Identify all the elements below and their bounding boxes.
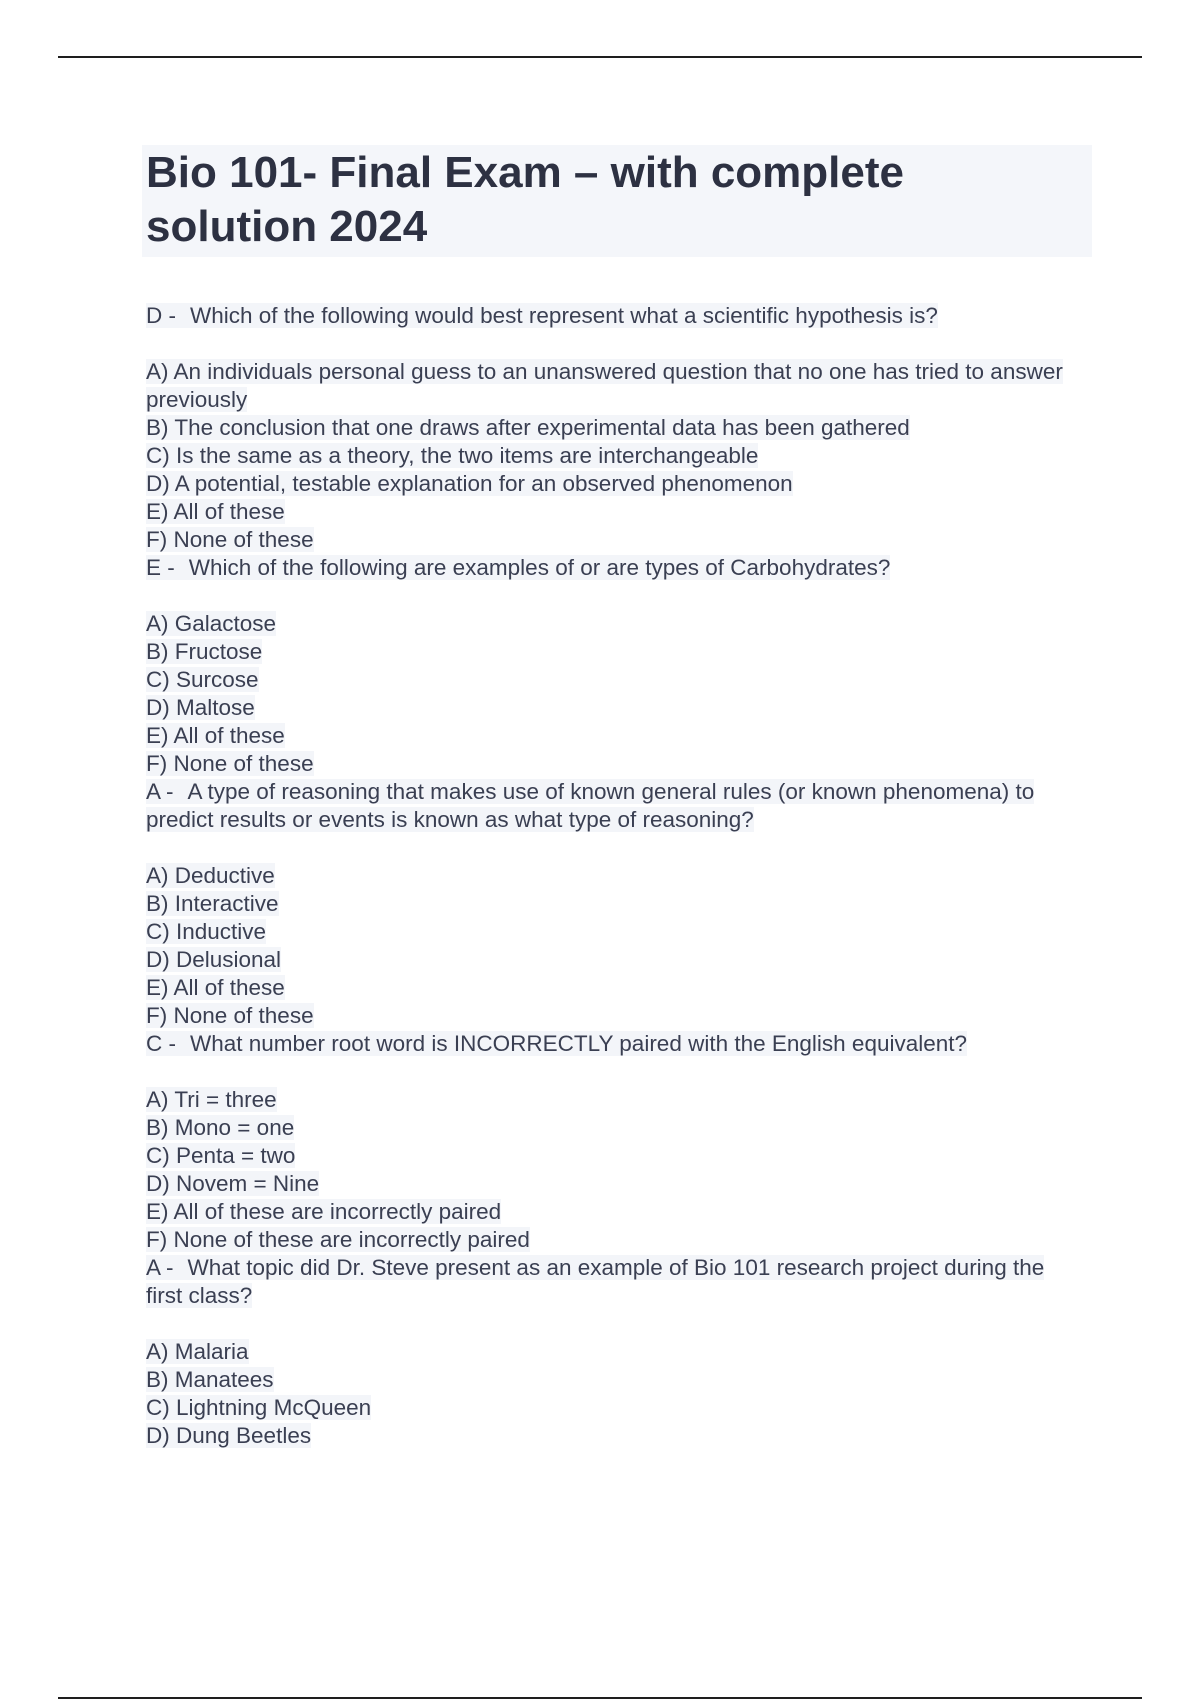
option-item: B) Fructose xyxy=(146,639,263,664)
option-item: E) All of these xyxy=(146,499,285,524)
question-block xyxy=(146,554,1086,778)
option-item: A) Deductive xyxy=(146,863,275,888)
option-item: D) Novem = Nine xyxy=(146,1171,320,1196)
question-line xyxy=(146,302,1086,330)
question-line xyxy=(146,1030,1086,1058)
question-line xyxy=(146,554,1086,582)
question-line xyxy=(146,778,1086,834)
question-list xyxy=(146,302,1086,1450)
answer-key: E - xyxy=(146,555,175,580)
option-item: C) Surcose xyxy=(146,667,259,692)
option-item: C) Penta = two xyxy=(146,1143,296,1168)
option-item: C) Is the same as a theory, the two items are interchangeable xyxy=(146,443,759,468)
option-item: B) Interactive xyxy=(146,891,279,916)
option-item: D) Delusional xyxy=(146,947,282,972)
top-rule xyxy=(58,56,1142,58)
option-item: B) Mono = one xyxy=(146,1115,295,1140)
question-line xyxy=(146,1254,1086,1310)
question-text: What topic did Dr. Steve present as an example of Bio 101 research project during the first class? xyxy=(146,1255,1045,1308)
question-block xyxy=(146,778,1086,1030)
page-title: Bio 101- Final Exam – with complete solution 2024 xyxy=(146,148,904,251)
option-item: A) Malaria xyxy=(146,1339,249,1364)
answer-key: A - xyxy=(146,1255,174,1280)
question-block xyxy=(146,1030,1086,1254)
answer-key: A - xyxy=(146,779,174,804)
option-item: F) None of these xyxy=(146,1003,314,1028)
option-item: B) The conclusion that one draws after experimental data has been gathered xyxy=(146,415,910,440)
option-item: A) An individuals personal guess to an unanswered question that no one has tried to answer previously xyxy=(146,359,1063,412)
answer-key: C - xyxy=(146,1031,176,1056)
option-item: D) Maltose xyxy=(146,695,255,720)
option-item: F) None of these are incorrectly paired xyxy=(146,1227,530,1252)
question-text: What number root word is INCORRECTLY paired with the English equivalent? xyxy=(190,1031,968,1056)
question-text: A type of reasoning that makes use of known general rules (or known phenomena) to predict results or events is known as what type of reasoning? xyxy=(146,779,1035,832)
option-item: D) A potential, testable explanation for an observed phenomenon xyxy=(146,471,793,496)
option-item: E) All of these are incorrectly paired xyxy=(146,1199,502,1224)
bottom-rule xyxy=(58,1697,1142,1699)
option-item: A) Galactose xyxy=(146,611,277,636)
question-text: Which of the following are examples of or are types of Carbohydrates? xyxy=(188,555,891,580)
option-item: B) Manatees xyxy=(146,1367,274,1392)
option-item: F) None of these xyxy=(146,751,314,776)
question-block xyxy=(146,302,1086,554)
option-item: E) All of these xyxy=(146,975,285,1000)
option-item: C) Inductive xyxy=(146,919,267,944)
option-item: C) Lightning McQueen xyxy=(146,1395,372,1420)
question-text: Which of the following would best represent what a scientific hypothesis is? xyxy=(190,303,938,328)
question-block xyxy=(146,1254,1086,1450)
option-item: A) Tri = three xyxy=(146,1087,277,1112)
option-item: D) Dung Beetles xyxy=(146,1423,312,1448)
option-item: E) All of these xyxy=(146,723,285,748)
answer-key: D - xyxy=(146,303,176,328)
option-item: F) None of these xyxy=(146,527,314,552)
